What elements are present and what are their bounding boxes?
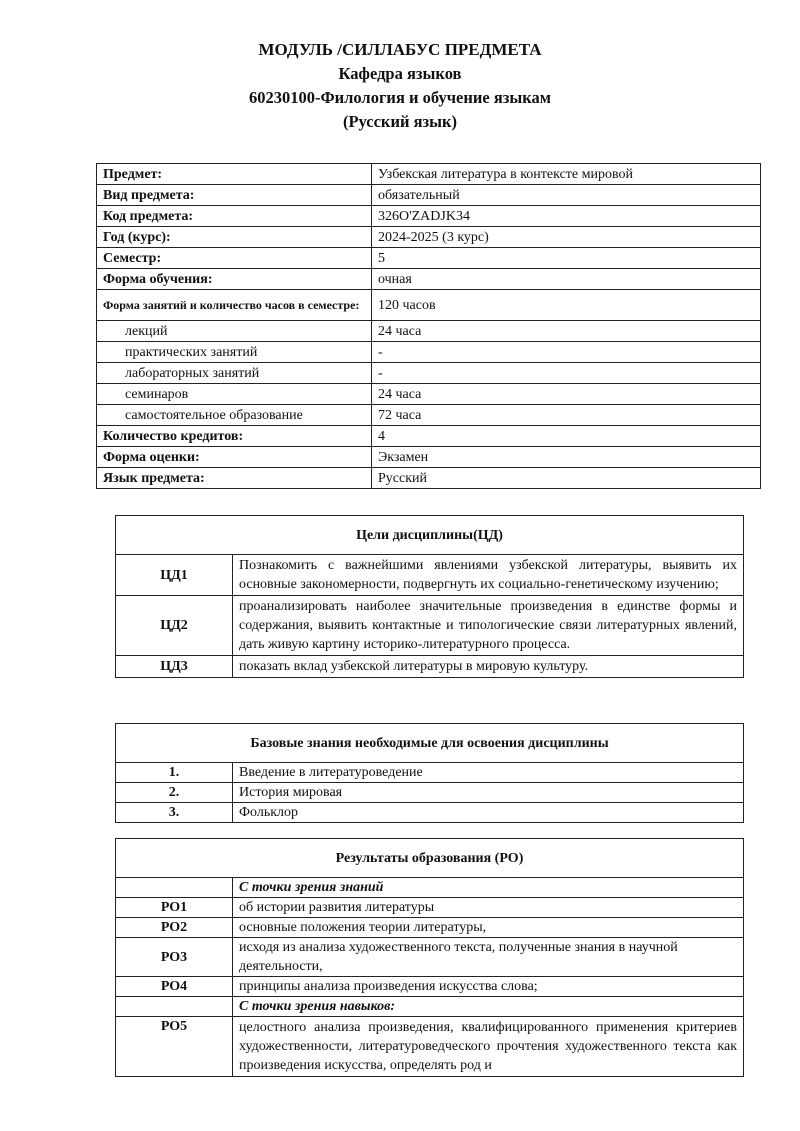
goal-code: ЦД3 (116, 656, 233, 678)
subject-label: Предмет: (97, 164, 372, 185)
table-row (116, 878, 744, 898)
goal-text: Познакомить с важнейшими явлениями узбекской литературы, выявить их основные закономерности, подвергнуть их социально-генетическому изучению; (233, 555, 744, 596)
lab-value: - (372, 363, 761, 384)
table-row (97, 248, 761, 269)
base-number: 3. (116, 803, 233, 823)
result-code: РО2 (116, 918, 233, 938)
language-label: Язык предмета: (97, 468, 372, 489)
lab-label: лабораторных занятий (97, 363, 372, 384)
language-value: Русский (372, 468, 761, 489)
result-text: об истории развития литературы (233, 898, 744, 918)
goal-text: проанализировать наиболее значительные произведения в единстве формы и содержания, выявить контактные и типологические связи литературных явлений, дать живую картину историко-литературного процесса. (233, 596, 744, 656)
result-code: РО4 (116, 977, 233, 997)
seminars-label: семинаров (97, 384, 372, 405)
table-row (116, 1017, 744, 1077)
result-text: принципы анализа произведения искусства слова; (233, 977, 744, 997)
empty-cell (116, 878, 233, 898)
table-row (116, 898, 744, 918)
table-row (116, 724, 744, 763)
seminars-value: 24 часа (372, 384, 761, 405)
evaluation-label: Форма оценки: (97, 447, 372, 468)
self-study-value: 72 часа (372, 405, 761, 426)
practical-label: практических занятий (97, 342, 372, 363)
year-label: Год (курс): (97, 227, 372, 248)
table-row (116, 839, 744, 878)
code-label: Код предмета: (97, 206, 372, 227)
table-row (97, 468, 761, 489)
base-number: 2. (116, 783, 233, 803)
table-row (116, 803, 744, 823)
results-table (115, 838, 744, 1077)
table-row (97, 185, 761, 206)
study-form-value: очная (372, 269, 761, 290)
base-text: История мировая (233, 783, 744, 803)
table-row (97, 227, 761, 248)
table-row (116, 656, 744, 678)
evaluation-value: Экзамен (372, 447, 761, 468)
lectures-label: лекций (97, 321, 372, 342)
table-row (97, 321, 761, 342)
hours-label: Форма занятий и количество часов в семестре: (97, 290, 372, 321)
semester-label: Семестр: (97, 248, 372, 269)
goal-code: ЦД2 (116, 596, 233, 656)
table-row (97, 164, 761, 185)
study-form-label: Форма обучения: (97, 269, 372, 290)
department: Кафедра языков (338, 64, 462, 83)
section-skills: С точки зрения навыков: (233, 997, 744, 1017)
result-text: целостного анализа произведения, квалифицированного применения критериев художественности, литературоведческого прочтения художественного текста как произведения искусства, определять род и (233, 1017, 744, 1077)
type-label: Вид предмета: (97, 185, 372, 206)
table-row (116, 918, 744, 938)
doc-title: МОДУЛЬ /СИЛЛАБУС ПРЕДМЕТА (258, 40, 542, 59)
table-row (116, 783, 744, 803)
semester-value: 5 (372, 248, 761, 269)
base-knowledge-table (115, 723, 744, 823)
table-row (116, 516, 744, 555)
goals-table (115, 515, 744, 678)
type-value: обязательный (372, 185, 761, 206)
table-row (116, 997, 744, 1017)
base-title: Базовые знания необходимые для освоения дисциплины (116, 724, 744, 763)
result-code: РО5 (116, 1017, 233, 1077)
table-row (116, 596, 744, 656)
table-row (97, 405, 761, 426)
lectures-value: 24 часа (372, 321, 761, 342)
year-value: 2024-2025 (3 курс) (372, 227, 761, 248)
results-title: Результаты образования (РО) (116, 839, 744, 878)
result-code: РО1 (116, 898, 233, 918)
table-row (97, 206, 761, 227)
program: 60230100-Филология и обучение языкам (248, 88, 552, 107)
self-study-label: самостоятельное образование (97, 405, 372, 426)
credits-label: Количество кредитов: (97, 426, 372, 447)
base-text: Фольклор (233, 803, 744, 823)
empty-cell (116, 997, 233, 1017)
table-row (97, 269, 761, 290)
goals-title: Цели дисциплины(ЦД) (116, 516, 744, 555)
table-row (97, 363, 761, 384)
language-subtitle: (Русский язык) (342, 112, 458, 131)
subject-info-table (96, 163, 761, 489)
document-header (0, 38, 800, 134)
table-row (116, 555, 744, 596)
table-row (97, 426, 761, 447)
credits-value: 4 (372, 426, 761, 447)
table-row (97, 342, 761, 363)
goal-code: ЦД1 (116, 555, 233, 596)
base-number: 1. (116, 763, 233, 783)
result-code: РО3 (116, 938, 233, 977)
code-value: 326O'ZADJK34 (372, 206, 761, 227)
practical-value: - (372, 342, 761, 363)
subject-value: Узбекская литература в контексте мировой (372, 164, 761, 185)
section-knowledge: С точки зрения знаний (233, 878, 744, 898)
table-row (116, 763, 744, 783)
table-row (97, 384, 761, 405)
result-text: исходя из анализа художественного текста, полученные знания в научной деятельности, (233, 938, 744, 977)
base-text: Введение в литературоведение (233, 763, 744, 783)
table-row (97, 290, 761, 321)
goal-text: показать вклад узбекской литературы в мировую культуру. (233, 656, 744, 678)
hours-value: 120 часов (372, 290, 761, 321)
table-row (116, 977, 744, 997)
table-row (97, 447, 761, 468)
result-text: основные положения теории литературы, (233, 918, 744, 938)
table-row (116, 938, 744, 977)
